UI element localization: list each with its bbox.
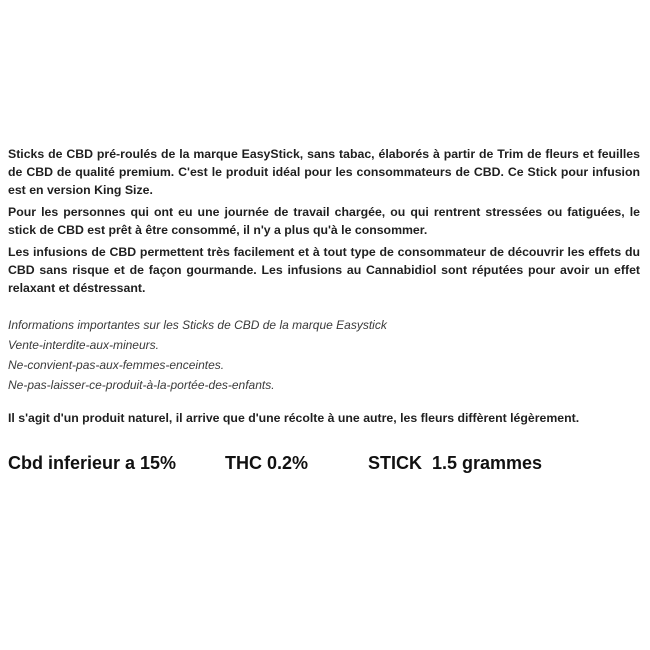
spec-thc: THC 0.2% (225, 453, 309, 473)
warning-item: Vente-interdite-aux-mineurs. (8, 338, 159, 352)
important-info-section (8, 315, 640, 395)
spec-stick-weight: STICK 1.5 grammes (368, 453, 543, 473)
description-paragraph-2: Pour les personnes qui ont eu une journée de travail chargée, ou qui rentrent stressées ou fatiguées, le stick de CBD est prêt à être consommé, il n'y a plus qu'à le consommer. (8, 205, 640, 237)
product-description (8, 145, 640, 475)
description-paragraph-1: Sticks de CBD pré-roulés de la marque EasyStick, sans tabac, élaborés à partir de Trim de fleurs et feuilles de CBD de qualité premium. C'est le produit idéal pour les consommateurs de CBD. Ce Stick pour infusion est en version King Size. (8, 147, 640, 197)
important-info-heading: Informations importantes sur les Sticks de CBD de la marque Easystick (8, 318, 387, 332)
description-paragraph-3: Les infusions de CBD permettent très facilement et à tout type de consommateur de découvrir les effets du CBD sans risque et de façon gourmande. Les infusions au Cannabidiol sont réputées pour avoir un effet relaxant et déstressant. (8, 245, 640, 295)
product-specs (8, 451, 640, 475)
warning-item: Ne-pas-laisser-ce-produit-à-la-portée-des-enfants. (8, 378, 275, 392)
natural-product-note: Il s'agit d'un produit naturel, il arrive que d'une récolte à une autre, les fleurs diffèrent légèrement. (8, 411, 580, 425)
spec-cbd: Cbd inferieur a 15% (8, 453, 177, 473)
warning-item: Ne-convient-pas-aux-femmes-enceintes. (8, 358, 225, 372)
